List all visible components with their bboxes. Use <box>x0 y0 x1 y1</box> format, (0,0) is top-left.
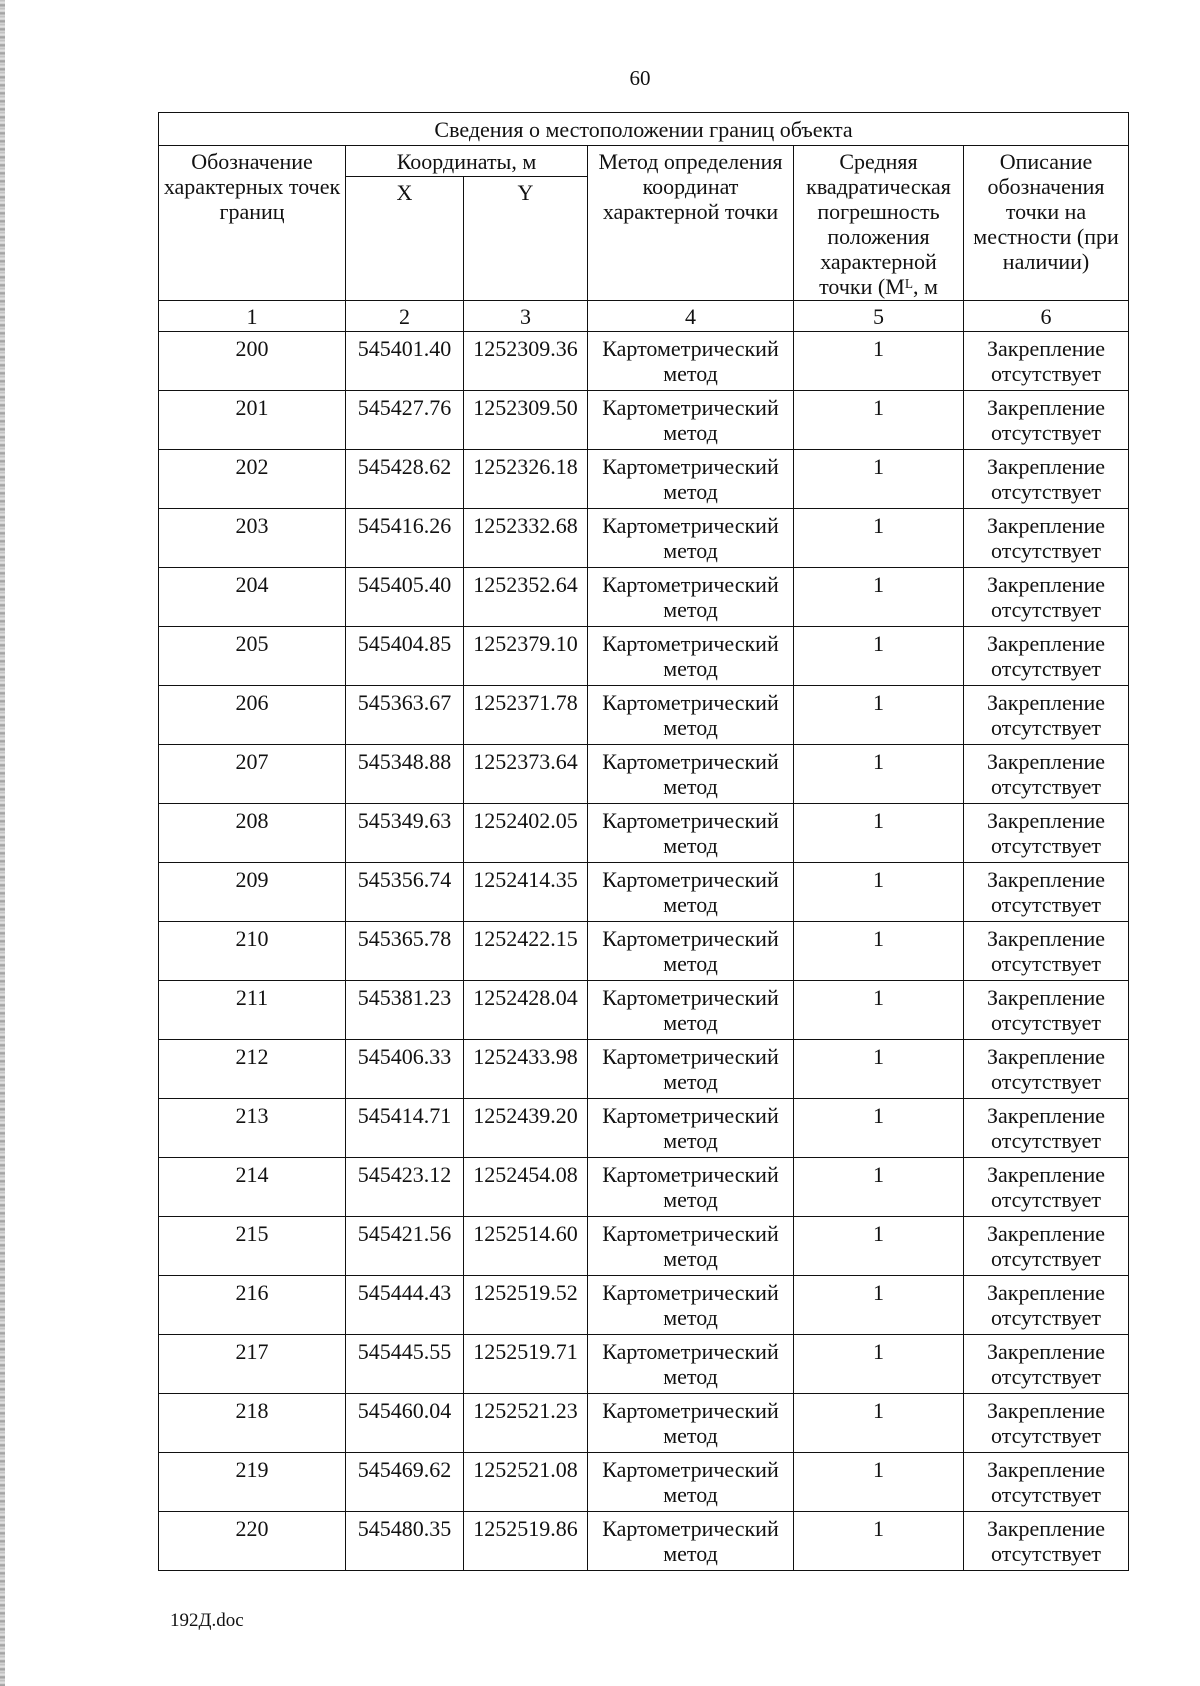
cell-y: 1252422.15 <box>464 922 588 981</box>
column-number: 1 <box>159 301 346 332</box>
cell-x: 545356.74 <box>346 863 464 922</box>
cell-method: Картометрический метод <box>588 1276 794 1335</box>
cell-point: 202 <box>159 450 346 509</box>
cell-y: 1252428.04 <box>464 981 588 1040</box>
cell-description: Закрепление отсутствует <box>964 1512 1129 1571</box>
cell-method: Картометрический метод <box>588 509 794 568</box>
cell-error: 1 <box>794 1394 964 1453</box>
cell-x: 545480.35 <box>346 1512 464 1571</box>
cell-y: 1252439.20 <box>464 1099 588 1158</box>
cell-description: Закрепление отсутствует <box>964 922 1129 981</box>
cell-description: Закрепление отсутствует <box>964 1394 1129 1453</box>
table-row <box>159 1335 1129 1394</box>
cell-method: Картометрический метод <box>588 804 794 863</box>
cell-description: Закрепление отсутствует <box>964 1099 1129 1158</box>
cell-point: 200 <box>159 332 346 391</box>
cell-point: 220 <box>159 1512 346 1571</box>
cell-error: 1 <box>794 863 964 922</box>
table-body <box>159 332 1129 1571</box>
header-error: Средняя квадратическая погрешность положения характерной точки (Мᴸ, м <box>794 146 964 301</box>
cell-error: 1 <box>794 1453 964 1512</box>
table-row <box>159 391 1129 450</box>
cell-y: 1252521.08 <box>464 1453 588 1512</box>
cell-x: 545365.78 <box>346 922 464 981</box>
cell-description: Закрепление отсутствует <box>964 568 1129 627</box>
cell-point: 210 <box>159 922 346 981</box>
page-number: 60 <box>629 66 651 90</box>
cell-y: 1252379.10 <box>464 627 588 686</box>
cell-point: 215 <box>159 1217 346 1276</box>
cell-error: 1 <box>794 745 964 804</box>
cell-error: 1 <box>794 1276 964 1335</box>
cell-description: Закрепление отсутствует <box>964 1040 1129 1099</box>
table-row <box>159 1158 1129 1217</box>
table-row <box>159 1040 1129 1099</box>
cell-method: Картометрический метод <box>588 1040 794 1099</box>
cell-method: Картометрический метод <box>588 568 794 627</box>
table-row <box>159 863 1129 922</box>
cell-error: 1 <box>794 391 964 450</box>
table-row <box>159 627 1129 686</box>
cell-y: 1252433.98 <box>464 1040 588 1099</box>
table-row <box>159 1099 1129 1158</box>
cell-x: 545363.67 <box>346 686 464 745</box>
cell-description: Закрепление отсутствует <box>964 450 1129 509</box>
cell-method: Картометрический метод <box>588 450 794 509</box>
boundary-points-table <box>158 112 1129 1571</box>
cell-y: 1252309.36 <box>464 332 588 391</box>
cell-y: 1252326.18 <box>464 450 588 509</box>
table-row <box>159 1276 1129 1335</box>
cell-error: 1 <box>794 568 964 627</box>
table-row <box>159 981 1129 1040</box>
cell-y: 1252402.05 <box>464 804 588 863</box>
cell-method: Картометрический метод <box>588 745 794 804</box>
cell-y: 1252519.52 <box>464 1276 588 1335</box>
column-number: 2 <box>346 301 464 332</box>
cell-y: 1252519.71 <box>464 1335 588 1394</box>
cell-error: 1 <box>794 509 964 568</box>
cell-x: 545427.76 <box>346 391 464 450</box>
cell-method: Картометрический метод <box>588 1217 794 1276</box>
header-method: Метод определения координат характерной точки <box>588 146 794 301</box>
cell-y: 1252414.35 <box>464 863 588 922</box>
cell-y: 1252373.64 <box>464 745 588 804</box>
cell-point: 219 <box>159 1453 346 1512</box>
cell-x: 545469.62 <box>346 1453 464 1512</box>
cell-x: 545460.04 <box>346 1394 464 1453</box>
cell-error: 1 <box>794 627 964 686</box>
table-row <box>159 686 1129 745</box>
cell-description: Закрепление отсутствует <box>964 1217 1129 1276</box>
cell-method: Картометрический метод <box>588 332 794 391</box>
cell-method: Картометрический метод <box>588 627 794 686</box>
cell-y: 1252309.50 <box>464 391 588 450</box>
cell-method: Картометрический метод <box>588 1335 794 1394</box>
header-x: X <box>346 177 464 301</box>
cell-x: 545406.33 <box>346 1040 464 1099</box>
column-number: 3 <box>464 301 588 332</box>
cell-method: Картометрический метод <box>588 391 794 450</box>
table-row <box>159 332 1129 391</box>
cell-method: Картометрический метод <box>588 686 794 745</box>
cell-method: Картометрический метод <box>588 1394 794 1453</box>
cell-x: 545421.56 <box>346 1217 464 1276</box>
cell-description: Закрепление отсутствует <box>964 863 1129 922</box>
cell-error: 1 <box>794 1512 964 1571</box>
cell-point: 201 <box>159 391 346 450</box>
cell-error: 1 <box>794 1217 964 1276</box>
cell-point: 206 <box>159 686 346 745</box>
cell-point: 209 <box>159 863 346 922</box>
cell-error: 1 <box>794 686 964 745</box>
column-number: 6 <box>964 301 1129 332</box>
cell-x: 545423.12 <box>346 1158 464 1217</box>
cell-error: 1 <box>794 450 964 509</box>
table-row <box>159 1394 1129 1453</box>
column-number: 4 <box>588 301 794 332</box>
cell-description: Закрепление отсутствует <box>964 1158 1129 1217</box>
cell-point: 204 <box>159 568 346 627</box>
cell-description: Закрепление отсутствует <box>964 332 1129 391</box>
footer-filename: 192Д.doc <box>170 1610 244 1631</box>
cell-error: 1 <box>794 1158 964 1217</box>
cell-point: 212 <box>159 1040 346 1099</box>
table-caption: Сведения о местоположении границ объекта <box>159 113 1129 146</box>
header-description: Описание обозначения точки на местности (при наличии) <box>964 146 1129 301</box>
cell-error: 1 <box>794 332 964 391</box>
table-row <box>159 804 1129 863</box>
cell-point: 217 <box>159 1335 346 1394</box>
cell-x: 545401.40 <box>346 332 464 391</box>
cell-x: 545444.43 <box>346 1276 464 1335</box>
cell-description: Закрепление отсутствует <box>964 804 1129 863</box>
table-row <box>159 1453 1129 1512</box>
cell-description: Закрепление отсутствует <box>964 1453 1129 1512</box>
scan-edge <box>0 0 5 1686</box>
cell-description: Закрепление отсутствует <box>964 745 1129 804</box>
table-row <box>159 568 1129 627</box>
cell-error: 1 <box>794 804 964 863</box>
cell-y: 1252454.08 <box>464 1158 588 1217</box>
cell-description: Закрепление отсутствует <box>964 1276 1129 1335</box>
cell-error: 1 <box>794 922 964 981</box>
cell-method: Картометрический метод <box>588 1099 794 1158</box>
cell-x: 545349.63 <box>346 804 464 863</box>
cell-description: Закрепление отсутствует <box>964 627 1129 686</box>
cell-x: 545428.62 <box>346 450 464 509</box>
cell-error: 1 <box>794 1099 964 1158</box>
cell-description: Закрепление отсутствует <box>964 391 1129 450</box>
table-row <box>159 745 1129 804</box>
table-row <box>159 922 1129 981</box>
cell-point: 214 <box>159 1158 346 1217</box>
cell-point: 216 <box>159 1276 346 1335</box>
cell-point: 205 <box>159 627 346 686</box>
table-row <box>159 450 1129 509</box>
cell-description: Закрепление отсутствует <box>964 686 1129 745</box>
cell-error: 1 <box>794 1040 964 1099</box>
cell-point: 218 <box>159 1394 346 1453</box>
cell-y: 1252352.64 <box>464 568 588 627</box>
cell-x: 545405.40 <box>346 568 464 627</box>
cell-method: Картометрический метод <box>588 1158 794 1217</box>
cell-method: Картометрический метод <box>588 1453 794 1512</box>
cell-x: 545416.26 <box>346 509 464 568</box>
cell-y: 1252371.78 <box>464 686 588 745</box>
table-row <box>159 1217 1129 1276</box>
cell-point: 211 <box>159 981 346 1040</box>
cell-method: Картометрический метод <box>588 863 794 922</box>
cell-point: 203 <box>159 509 346 568</box>
header-coords: Координаты, м <box>346 146 588 177</box>
cell-method: Картометрический метод <box>588 1512 794 1571</box>
cell-y: 1252332.68 <box>464 509 588 568</box>
cell-error: 1 <box>794 981 964 1040</box>
cell-point: 208 <box>159 804 346 863</box>
cell-method: Картометрический метод <box>588 922 794 981</box>
column-number: 5 <box>794 301 964 332</box>
cell-description: Закрепление отсутствует <box>964 981 1129 1040</box>
cell-x: 545404.85 <box>346 627 464 686</box>
table-row <box>159 509 1129 568</box>
cell-point: 213 <box>159 1099 346 1158</box>
cell-error: 1 <box>794 1335 964 1394</box>
cell-description: Закрепление отсутствует <box>964 509 1129 568</box>
cell-y: 1252521.23 <box>464 1394 588 1453</box>
cell-y: 1252519.86 <box>464 1512 588 1571</box>
header-point: Обозначение характерных точек границ <box>159 146 346 301</box>
header-y: Y <box>464 177 588 301</box>
cell-y: 1252514.60 <box>464 1217 588 1276</box>
cell-x: 545381.23 <box>346 981 464 1040</box>
table-row <box>159 1512 1129 1571</box>
cell-x: 545414.71 <box>346 1099 464 1158</box>
cell-x: 545445.55 <box>346 1335 464 1394</box>
cell-method: Картометрический метод <box>588 981 794 1040</box>
cell-x: 545348.88 <box>346 745 464 804</box>
cell-description: Закрепление отсутствует <box>964 1335 1129 1394</box>
cell-point: 207 <box>159 745 346 804</box>
